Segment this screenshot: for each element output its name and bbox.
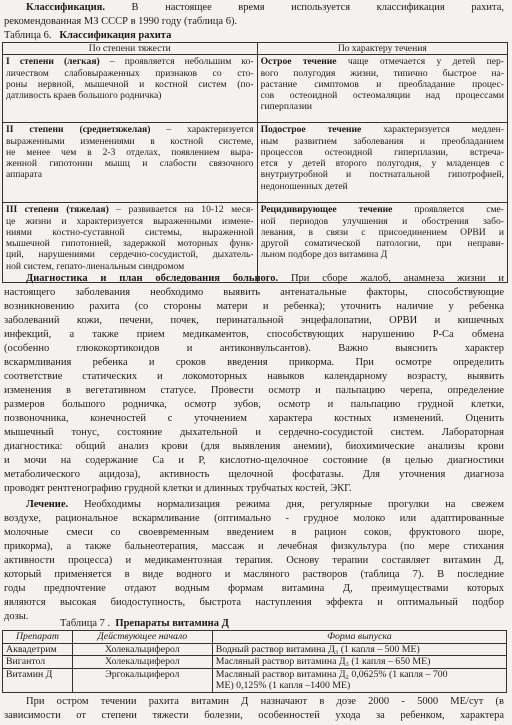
treatment-line: который применяется в виде водного и масляного растворов (таблица 7). В последние <box>4 569 504 580</box>
diagnosis-line: Диагностика и план обследования больного. При сборе жалоб, анамнеза жизни и <box>26 273 505 284</box>
table7-header-agent: Действующее начало <box>72 631 212 644</box>
diagnosis-line: заболеваний кожи, печени, почек, перинатальной энцефалопатии, ОРВИ и кишечных <box>4 315 504 326</box>
release-form-line-2: МЕ) 0,125% (1 капля –1400 МЕ) <box>215 680 351 691</box>
drug-name: Витамин Д <box>3 668 73 692</box>
treatment-line: являются высокая биодоступность, быстрота наступления эффекта и оптимальный подбор <box>4 597 504 608</box>
classification-heading: Классификация. <box>26 2 105 13</box>
treatment-line: прикорма), а также бальнеотерапия, массаж и лечебная физкультура (по мере стихания <box>4 541 504 552</box>
table6-caption-prefix: Таблица 6. <box>4 30 52 41</box>
table7-caption-title: Препараты витамина Д <box>115 618 229 629</box>
table6-cell-course-1: Острое течение чаще отмечается у детей пер- вого полугодия жизни, типично быстрое на- растание симптомов и преобладание процес- сов остеоидной остеомаляции над процессами гиперплазии <box>257 55 507 123</box>
table-row <box>3 643 507 656</box>
diagnosis-line: проводят рентгенографию грудной клетки и длинных трубчатых костей, ЭКГ. <box>4 483 352 494</box>
table6-cell-course-3: Рецидивирующее течение проявляется сме- ной периодов улучшения и обострения забо- левания, в связи с присоединением ОРВИ и другой соматической патологии, при неправи- льном подборе доз витамина Д <box>257 203 507 283</box>
diagnosis-line: размеров большого родничка, осмотр зубов, осмотр и пальпацию грудной клетки, <box>4 399 504 410</box>
active-agent: Холекальциферол <box>72 656 212 669</box>
table6-cell-severity-2: II степени (среднетяжелая) – характеризуется выраженными изменениями в костной системе, не менее чем в 2-3 отделах, появлением выра- женной гипотонии мышц и слабости связочного аппарата <box>3 123 258 203</box>
treatment-line: воздухе, рациональное вскармливание (оптимально - грудное молоко или адаптированные <box>4 513 504 524</box>
release-form: Водный раствор витамина Д₃ (1 капля – 500 МЕ) <box>212 643 506 656</box>
intro-text-1: В настоящее время используется классификация рахита, <box>105 2 504 13</box>
classification-table <box>2 42 508 283</box>
table-row <box>3 656 507 669</box>
diagnosis-line: мышечный тонус, состояние дыхательной и сердечно-сосудистой систем. Лабораторная <box>4 427 504 438</box>
closing-line: зависимости от степени тяжести болезни, особенностей ухода за ребенком, характера <box>4 710 504 721</box>
table7-caption <box>60 618 229 630</box>
diagnosis-line: изменения в вегетативном статусе. Провести осмотр и пальпацию черепа, определение <box>4 385 504 396</box>
treatment-line: дозы. <box>4 611 29 622</box>
diagnosis-line: метаболического ацидоза), активность щелочной фосфатазы. Для уточнения диагноза <box>4 469 504 480</box>
table6-caption-title: Классификация рахита <box>59 30 172 41</box>
table-row <box>3 668 507 692</box>
table6-cell-severity-1: I степени (легкая) – проявляется небольшим ко- личеством слабовыраженных признаков со сто- роны нервной, мышечной и костной систем (по- датливость краев большого родничка) <box>3 55 258 123</box>
table-row <box>3 203 508 283</box>
treatment-line: молочные смеси со своевременным введением в рацион соков, фруктового шоре, <box>4 527 504 538</box>
diagnosis-line: инфекций, а также прием медикаментов, способствующих нарушению Р-Са обмена <box>4 329 504 340</box>
active-agent: Холекальциферол <box>72 643 212 656</box>
table6-header-row <box>3 43 508 55</box>
diagnosis-line: соответствие статических и локомоторных навыков календарному возрасту, выявить <box>4 371 504 382</box>
table6-cell-course-2: Подострое течение характеризуется медлен- ным развитием заболевания и преобладанием процессов остеоидной гиперплазии, встреча- ется у детей второго полугодия, у младенцев с внутриутробной и постнатальной гипотрофией, недоношенных детей <box>257 123 507 203</box>
table6-caption <box>4 30 171 42</box>
diagnosis-line: вскармливания ребенка и сроков введения прикорма. При осмотре определить <box>4 357 504 368</box>
diagnosis-line: (особенно глюкокортикоидов и антиконвульсантов). Важно выяснить характер <box>4 343 504 354</box>
closing-line: При остром течении рахита витамин Д назначают в дозе 2000 - 5000 МЕ/сут (в <box>26 696 504 707</box>
intro-line-2: рекомендованная МЗ СССР в 1990 году (таблица 6). <box>4 16 238 27</box>
treatment-line: годы предпочтение отдают водным формам витамина Д, преимуществами которых <box>4 583 504 594</box>
table6-header-course: По характеру течения <box>257 43 507 55</box>
table6-header-severity: По степени тяжести <box>3 43 258 55</box>
diagnosis-line: диагностика: общий анализ крови (для выявления анемии), биохимические анализы крови <box>4 441 504 452</box>
intro-line-1 <box>26 2 504 14</box>
table-row <box>3 123 508 203</box>
table-row <box>3 55 508 123</box>
diagnosis-line: настоящего заболевания необходимо выявить антенатальные факторы, способствующие <box>4 287 504 298</box>
release-form-line-1: Масляный раствор витамина Д₂ 0,0625% (1 капля – 700 <box>215 668 448 680</box>
release-form: Масляный раствор витамина Д₃ (1 капля – 650 МЕ) <box>212 656 506 669</box>
diagnosis-heading: Диагностика и план обследования больного. <box>26 273 279 284</box>
treatment-heading: Лечение. <box>26 499 69 510</box>
treatment-line: Лечение. Необходимы нормализация режима дня, регулярные прогулки на свежем <box>26 499 504 510</box>
diagnosis-line: и мочи на содержание Са и Р, кислотно-щелочное состояние (в целью диагностики <box>4 455 504 466</box>
diagnosis-line: позвоночника, конечностей с уточнением характера костных изменений. Оценить <box>4 413 504 424</box>
drug-name: Вигантол <box>3 656 73 669</box>
table7-caption-prefix: Таблица 7 . <box>60 618 111 629</box>
table7-header-row <box>3 631 507 644</box>
table7-header-drug: Препарат <box>3 631 73 644</box>
diagnosis-line: возникновению рахита (со стороны матери и ребенка); уточнить наличие у ребенка <box>4 301 504 312</box>
table7-header-form: Форма выпуска <box>212 631 506 644</box>
treatment-line: активности процесса) и медикаментозная терапия. Основу терапии составляет витамин Д, <box>4 555 504 566</box>
table6-cell-severity-3: III степени (тяжелая) – развивается на 10-12 меся- це жизни и характеризуется выраженными измене- ниями костно-суставной системы, выраженной мышечной гипотонией, задержкой моторных функ- ций, нарушениями сердечно-сосудистой, дыхатель- ной систем, гепато-лиенальным синдромом <box>3 203 258 283</box>
release-form <box>212 668 506 692</box>
vitamin-d-table <box>2 630 507 693</box>
active-agent: Эргокальциферол <box>72 668 212 692</box>
drug-name: Аквадетрим <box>3 643 73 656</box>
